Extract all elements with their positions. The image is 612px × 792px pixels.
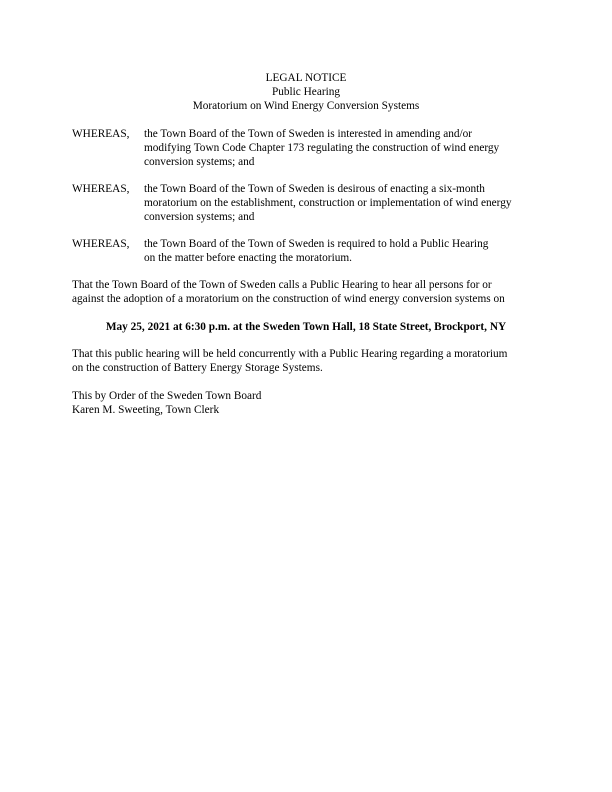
whereas-clause-3 bbox=[72, 238, 542, 266]
whereas-text bbox=[144, 128, 542, 169]
whereas-text bbox=[144, 238, 542, 266]
whereas-line: moratorium on the establishment, construction or implementation of wind energy bbox=[144, 196, 512, 209]
whereas-clause-2 bbox=[72, 183, 542, 224]
whereas-line: the Town Board of the Town of Sweden is desirous of enacting a six-month bbox=[144, 183, 485, 195]
whereas-line: on the matter before enacting the moratorium. bbox=[144, 251, 352, 264]
resolution-line: That the Town Board of the Town of Sweden calls a Public Hearing to hear all persons for or bbox=[72, 279, 492, 291]
whereas-label: WHEREAS, bbox=[72, 183, 130, 195]
whereas-clause-1 bbox=[72, 128, 542, 169]
whereas-label: WHEREAS, bbox=[72, 238, 130, 250]
notice-topic: Moratorium on Wind Energy Conversion Systems bbox=[192, 99, 420, 112]
notice-subtitle: Public Hearing bbox=[271, 85, 341, 98]
whereas-text bbox=[144, 183, 542, 224]
hearing-date-location: May 25, 2021 at 6:30 p.m. at the Sweden Town Hall, 18 State Street, Brockport, NY bbox=[105, 321, 507, 333]
notice-header bbox=[0, 72, 612, 113]
whereas-line: the Town Board of the Town of Sweden is interested in amending and/or bbox=[144, 128, 473, 140]
notice-title: LEGAL NOTICE bbox=[265, 72, 347, 84]
concurrent-line: on the construction of Battery Energy Storage Systems. bbox=[72, 361, 323, 374]
signature-clerk: Karen M. Sweeting, Town Clerk bbox=[72, 403, 220, 416]
whereas-label: WHEREAS, bbox=[72, 128, 130, 140]
concurrent-line: That this public hearing will be held concurrently with a Public Hearing regarding a moratorium bbox=[72, 348, 508, 360]
whereas-line: conversion systems; and bbox=[144, 210, 255, 223]
signature-order: This by Order of the Sweden Town Board bbox=[72, 390, 262, 402]
signature-block bbox=[72, 390, 542, 418]
resolution-line: against the adoption of a moratorium on the construction of wind energy conversion systems on bbox=[72, 292, 505, 305]
whereas-line: conversion systems; and bbox=[144, 155, 255, 168]
whereas-line: the Town Board of the Town of Sweden is required to hold a Public Hearing bbox=[144, 238, 489, 250]
concurrent-hearing-paragraph bbox=[72, 348, 542, 376]
resolution-paragraph bbox=[72, 279, 542, 307]
whereas-line: modifying Town Code Chapter 173 regulating the construction of wind energy bbox=[144, 141, 500, 154]
